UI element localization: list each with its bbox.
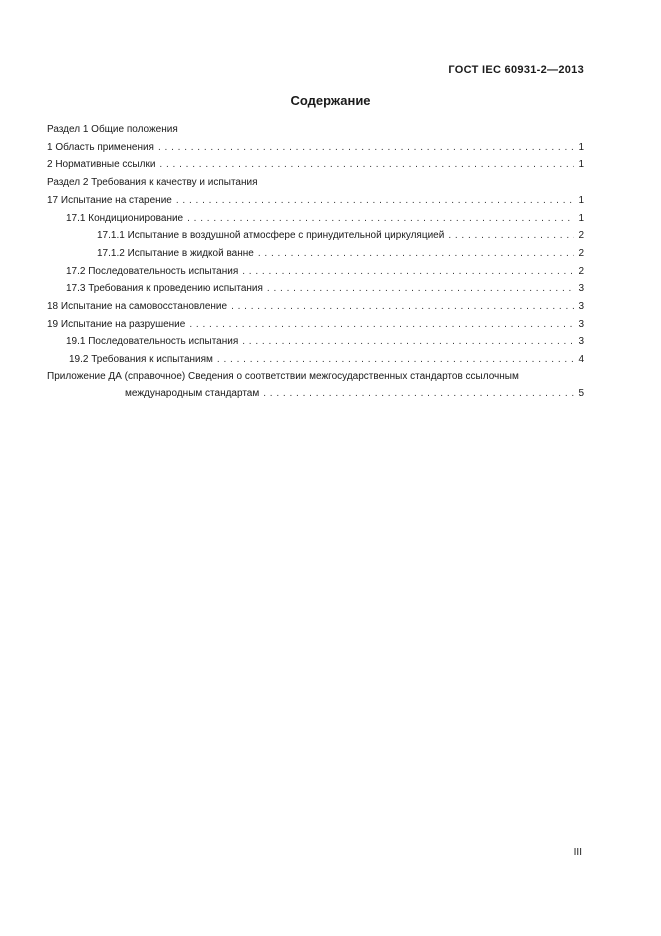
dot-leader [242, 263, 574, 281]
dot-leader [159, 156, 574, 174]
toc-entry-page: 3 [578, 283, 584, 295]
toc-entry[interactable] [47, 263, 584, 281]
toc-section-heading: Раздел 2 Требования к качеству и испытания [47, 177, 258, 189]
toc-entry-label: 19.1 Последовательность испытания [66, 336, 239, 348]
toc-entry-label: 17.1.2 Испытание в жидкой ванне [97, 247, 254, 259]
toc-entry-label: 19 Испытание на разрушение [47, 318, 186, 330]
toc-entry-label: 17.2 Последовательность испытания [66, 265, 239, 277]
dot-leader [231, 298, 574, 316]
toc-entry[interactable] [47, 192, 584, 210]
toc-entry-page: 3 [578, 301, 584, 313]
toc-title: Содержание [290, 93, 371, 108]
toc-entry-label: 19.2 Требования к испытаниям [69, 354, 213, 366]
toc-entry[interactable] [47, 245, 584, 263]
toc-entry[interactable] [47, 351, 584, 369]
dot-leader [189, 316, 574, 334]
toc-entry-page: 2 [578, 247, 584, 259]
toc-appendix-label-cont: международным стандартам [125, 387, 260, 399]
dot-leader [267, 280, 575, 298]
toc-entry-page: 1 [578, 194, 584, 206]
toc-entry-page: 1 [578, 141, 584, 153]
toc-entry[interactable] [47, 280, 584, 298]
dot-leader [242, 333, 574, 351]
toc-entry-label: 18 Испытание на самовосстановление [47, 301, 228, 313]
dot-leader [263, 385, 574, 403]
toc-entry-page: 3 [578, 318, 584, 330]
toc-entry-label: 17.3 Требования к проведению испытания [66, 283, 263, 295]
toc-entry-page: 4 [578, 354, 584, 366]
toc-entry[interactable] [47, 139, 584, 157]
toc-entry-label: 17.1.1 Испытание в воздушной атмосфере с принудительной циркуляцией [97, 230, 445, 242]
toc-entry-page: 1 [578, 212, 584, 224]
dot-leader [176, 192, 575, 210]
toc-entry[interactable] [47, 227, 584, 245]
dot-leader [217, 351, 575, 369]
dot-leader [258, 245, 575, 263]
toc-entry-page: 2 [578, 230, 584, 242]
toc-entry-page: 2 [578, 265, 584, 277]
toc-entry-page: 1 [578, 159, 584, 171]
toc-entry-label: 17.1 Кондиционирование [66, 212, 184, 224]
toc-appendix-label: Приложение ДА (справочное) Сведения о соответствии межгосударственных стандартов ссылочным [47, 370, 519, 382]
toc-section-heading: Раздел 1 Общие положения [47, 124, 178, 135]
toc-entry-label: 2 Нормативные ссылки [47, 159, 156, 171]
toc-entry-page: 3 [578, 336, 584, 348]
toc-entry[interactable] [47, 210, 584, 228]
toc-entry[interactable] [47, 156, 584, 174]
dot-leader [158, 139, 574, 157]
toc-appendix-entry[interactable] [47, 369, 584, 403]
page-number: III [573, 847, 582, 858]
document-code: ГОСТ IEC 60931-2—2013 [448, 64, 584, 76]
toc-entry-page: 5 [578, 387, 584, 399]
dot-leader [448, 227, 574, 245]
toc-entry-label: 1 Область применения [47, 141, 154, 153]
toc-entry[interactable] [47, 333, 584, 351]
table-of-contents [47, 121, 584, 403]
toc-appendix-continuation [47, 385, 584, 403]
dot-leader [187, 210, 574, 228]
toc-entry[interactable] [47, 298, 584, 316]
toc-entry-label: 17 Испытание на старение [47, 194, 172, 206]
toc-entry[interactable] [47, 316, 584, 334]
